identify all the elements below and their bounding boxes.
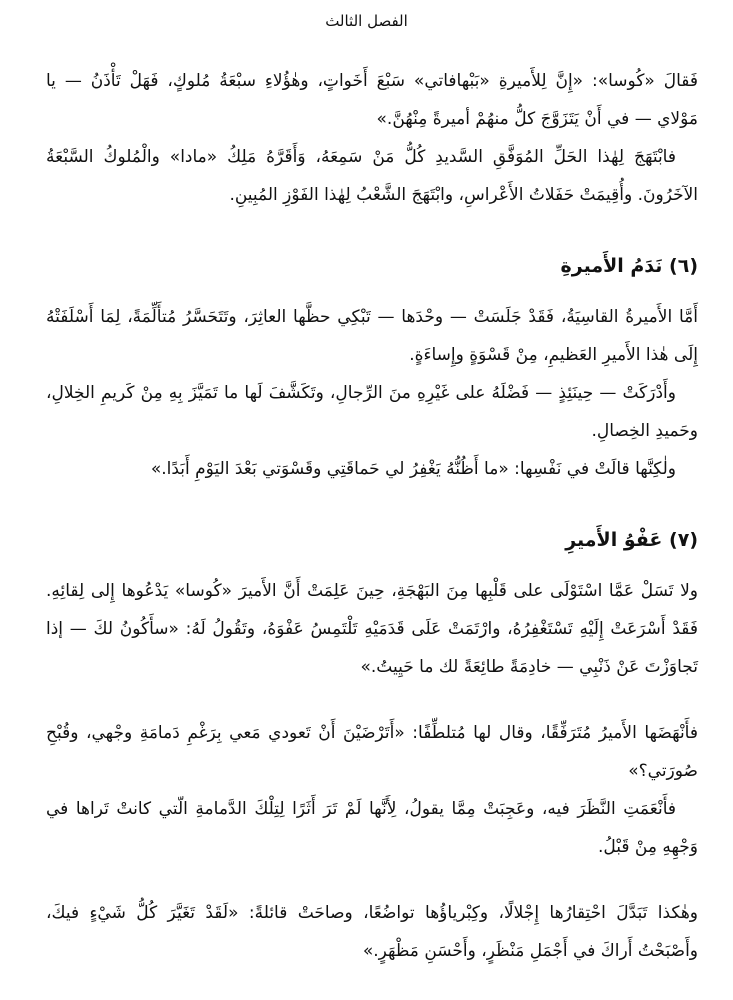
paragraph: وأَدْرَكَتْ — حِينَئِذٍ — فَضْلَهُ على غَيْرِهِ منَ الرِّجالِ، وتَكَشَّفَ لَها ما تَمَيَّزَ بِهِ مِنْ كَريمِ الخِلالِ، وحَميدِ الخِصالِ. — [46, 383, 698, 441]
paragraph: فابْتَهَجَ لِهٰذا الحَلِّ المُوَفَّقِ السَّديدِ كُلُّ مَنْ سَمِعَهُ، وَأَقَرَّهُ مَلِكُ «مادا» والْمُلوكُ السَّبْعَةُ الآخَرُونَ. وأُقِيمَتْ حَفَلاتُ الأَعْراسِ، وابْتَهَجَ الشَّعْبُ لِهٰذا الفَوْزِ المُبِينِ. — [46, 147, 698, 205]
section-heading-7: (٧) عَفْوُ الأَميرِ — [565, 529, 698, 551]
section-heading-6: (٦) نَدَمُ الأَميرةِ — [560, 255, 698, 277]
paragraph: أَمَّا الأَميرةُ القاسِيَةُ، فَقَدْ جَلَسَتْ — وحْدَها — تَبْكِي حظَّها العاثِرَ، وتَتَحَسَّرُ مُتأَلِّمَةً، لِمَا أَسْلَفَتْهُ إِلَى هٰذا الأَميرِ العَظيمِ، مِنْ قَسْوَةٍ وإِساءَةٍ. — [46, 307, 698, 365]
paragraph: وهٰكذا تَبَدَّلَ احْتِقارُها إِجْلالًا، وكِبْرياؤُها تواضُعًا، وصاحَتْ قائلةً: «لَقَدْ تَغَيَّرَ كُلُّ شَيْءٍ فيكَ، وأَصْبَحْتُ أَراكَ في أَجْمَلِ مَنْظَرٍ، وأَحْسَنِ مَظْهَرٍ.» — [46, 903, 698, 961]
paragraph: فأَنْهَضَها الأَميرُ مُتَرَفِّقًا، وقال لها مُتلطِّفًا: «أَتَرْضَيْنَ أَنْ تَعودي مَعي بِرَغْمِ دَمامَةِ وجْهي، وقُبْحِ صُورَتي؟» — [46, 723, 698, 781]
paragraph: ولٰكِنَّها قالَتْ في نَفْسِها: «ما أَظُنُّهُ يَغْفِرُ لي حَماقَتِي وقَسْوَتي بَعْدَ اليَوْمِ أَبَدًا.» — [150, 459, 676, 479]
paragraph: فأَنْعَمَتِ النَّظَرَ فيه، وعَجِبَتْ مِمَّا يقولُ، لِأَنَّها لَمْ تَرَ أَثَرًا لِتِلْكَ الدَّمامةِ الّتي كانتْ تَراها في وَجْهِهِ مِنْ قَبْلُ. — [46, 799, 698, 857]
running-head: الفصل الثالث — [325, 12, 408, 30]
page-body — [46, 62, 698, 970]
paragraph: فَقالَ «كُوسا»: «إِنَّ لِلأَميرةِ «بَبْهافاتي» سَبْعَ أَخَواتٍ، وهٰؤُلاءِ سبْعَةُ مُلوكٍ، فَهَلْ تَأْذَنُ — يا مَوْلاي — في أَنْ يَتَزَوَّجَ كلُّ منهُمْ أميرةً مِنْهُنَّ.» — [46, 71, 698, 129]
paragraph: ولا تَسَلْ عَمَّا اسْتَوْلَى على قَلْبِها مِنَ البَهْجَةِ، حِينَ عَلِمَتْ أَنَّ الأَميرَ «كُوسا» يَدْعُوها إِلى لِقائِهِ. فَقَدْ أَسْرَعَتْ إِلَيْهِ تَسْتَغْفِرُهُ، وارْتَمَتْ عَلَى قَدَمَيْهِ تَلْتَمِسُ عَفْوَهُ، وتَقُولُ لَهُ: «سأَكُونُ لكَ — إذا تَجاوَزْتَ عَنْ ذَنْبِي — خادِمَةً طائِعَةً لك ما حَيِيتُ.» — [46, 581, 698, 677]
